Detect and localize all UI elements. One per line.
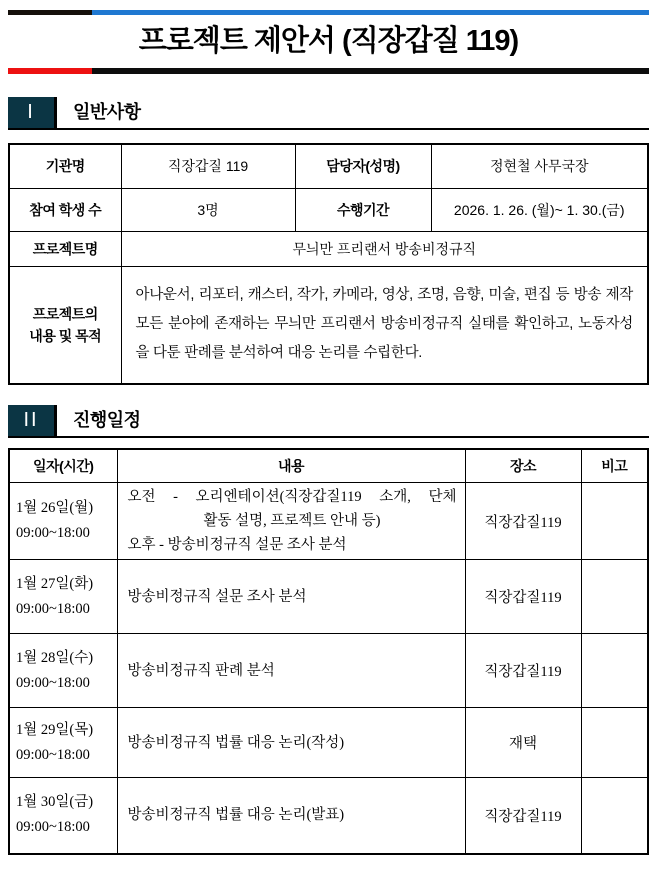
- date-cell: [9, 634, 117, 708]
- content-cell: [117, 483, 465, 560]
- top-rule-black-segment: [8, 10, 92, 15]
- section-numeral-1: I: [8, 97, 57, 128]
- note-cell: [581, 560, 648, 634]
- project-purpose-label: [9, 266, 121, 384]
- section-header-schedule: [8, 405, 649, 438]
- top-rule: [8, 10, 649, 15]
- table-row: [9, 231, 648, 266]
- manager-value: 정현철 사무국장: [431, 144, 648, 188]
- project-purpose-cell: [121, 266, 648, 384]
- date-text: 1월 29일(목): [16, 721, 94, 738]
- period-value: 2026. 1. 26. (월)~ 1. 30.(금): [431, 188, 648, 231]
- date-cell: [9, 483, 117, 560]
- content-cell: 방송비정규직 판례 분석: [117, 634, 465, 708]
- content-cell: 방송비정규직 법률 대응 논리(작성): [117, 708, 465, 778]
- note-cell: [581, 708, 648, 778]
- schedule-row-day4: [9, 708, 648, 778]
- manager-label: 담당자(성명): [295, 144, 431, 188]
- date-text: 1월 27일(화): [16, 575, 94, 592]
- col-header-date: 일자(시간): [9, 449, 117, 483]
- org-name-value: 직장갑질 119: [121, 144, 295, 188]
- col-header-place: 장소: [465, 449, 581, 483]
- org-name-label: 기관명: [9, 144, 121, 188]
- project-name-label: 프로젝트명: [9, 231, 121, 266]
- top-rule-blue-segment: [92, 10, 649, 15]
- content-line: 오전 - 오리엔테이션(직장갑질119 소개, 단체: [127, 489, 457, 505]
- schedule-row-day1: [9, 483, 648, 560]
- schedule-row-day5: [9, 778, 648, 854]
- place-cell: 직장갑질119: [465, 634, 581, 708]
- student-count-label: 참여 학생 수: [9, 188, 121, 231]
- date-text: 1월 30일(금): [16, 794, 94, 811]
- schedule-table: [8, 448, 649, 855]
- project-purpose-value: 아나운서, 리포터, 캐스터, 작가, 카메라, 영상, 조명, 음향, 미술, 편집 등 방송 제작 모든 분야에 존재하는 무늬만 프리랜서 방송비정규직 실태를 확인하고, 노동자성을 다툰 판례를 분석하여 대응 논리를 수립한다.: [135, 287, 633, 362]
- page-title: 프로젝트 제안서 (직장갑질 119): [138, 25, 519, 57]
- section-header-general: [8, 97, 649, 130]
- time-text: 09:00~18:00: [16, 746, 90, 763]
- place-cell: 재택: [465, 708, 581, 778]
- section-title-general: 일반사항: [73, 102, 141, 122]
- section-title-schedule: 진행일정: [73, 410, 141, 430]
- time-text: 09:00~18:00: [16, 525, 90, 541]
- date-cell: [9, 708, 117, 778]
- note-cell: [581, 634, 648, 708]
- col-header-content: 내용: [117, 449, 465, 483]
- title-rule-red-segment: [8, 68, 92, 74]
- student-count-value: 3명: [121, 188, 295, 231]
- content-cell: 방송비정규직 설문 조사 분석: [117, 560, 465, 634]
- project-purpose-label-line1: 프로젝트의: [32, 305, 98, 322]
- note-cell: [581, 483, 648, 560]
- project-purpose-label-line2: 내용 및 목적: [29, 327, 102, 344]
- title-rule-black-segment: [92, 68, 649, 74]
- note-cell: [581, 778, 648, 854]
- time-text: 09:00~18:00: [16, 600, 90, 617]
- general-info-table: [8, 143, 649, 385]
- schedule-row-day3: [9, 634, 648, 708]
- date-text: 1월 26일(월): [16, 500, 94, 516]
- place-cell: 직장갑질119: [465, 483, 581, 560]
- schedule-header-row: [9, 449, 648, 483]
- date-text: 1월 28일(수): [16, 649, 94, 666]
- place-cell: 직장갑질119: [465, 560, 581, 634]
- date-cell: [9, 778, 117, 854]
- table-row: [9, 144, 648, 188]
- title-underline-rule: [8, 68, 649, 74]
- time-text: 09:00~18:00: [16, 674, 90, 691]
- content-cell: 방송비정규직 법률 대응 논리(발표): [117, 778, 465, 854]
- project-name-value: 무늬만 프리랜서 방송비정규직: [121, 231, 648, 266]
- schedule-row-day2: [9, 560, 648, 634]
- table-row: [9, 266, 648, 384]
- period-label: 수행기간: [295, 188, 431, 231]
- place-cell: 직장갑질119: [465, 778, 581, 854]
- col-header-note: 비고: [581, 449, 648, 483]
- content-line: 오후 - 방송비정규직 설문 조사 분석: [127, 537, 347, 553]
- date-cell: [9, 560, 117, 634]
- section-numeral-2: II: [8, 405, 57, 436]
- document-page: [0, 10, 657, 855]
- content-line: 활동 설명, 프로젝트 안내 등): [203, 513, 381, 529]
- time-text: 09:00~18:00: [16, 819, 90, 836]
- table-row: [9, 188, 648, 231]
